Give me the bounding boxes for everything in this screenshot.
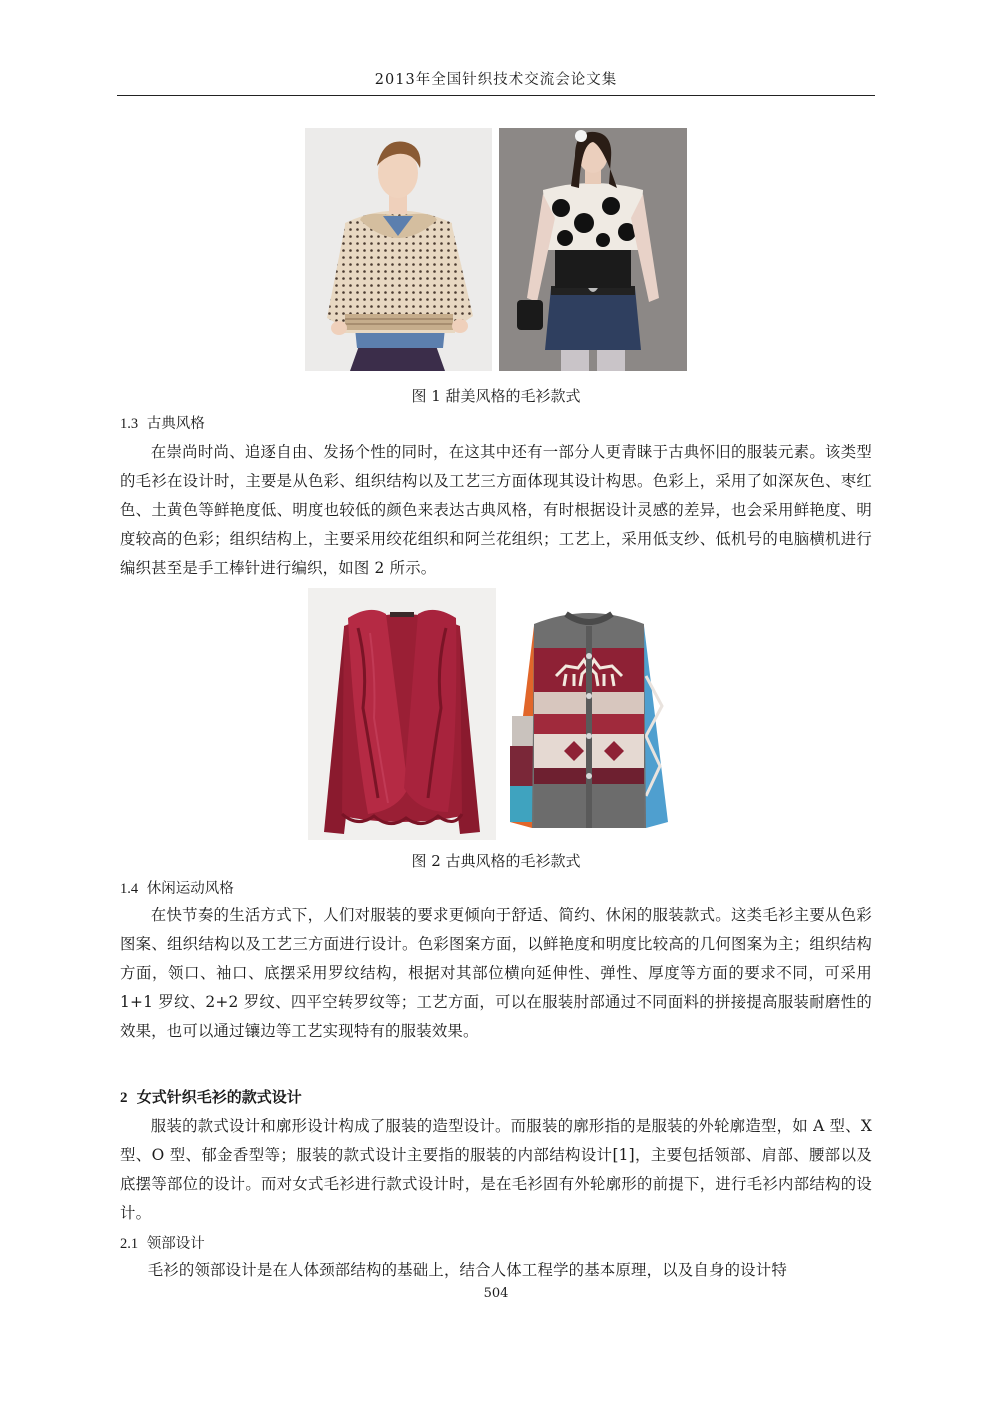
section-number: 1.3 <box>120 416 139 432</box>
page-number: 504 <box>483 1286 509 1301</box>
section-title: 领部设计 <box>146 1236 205 1252</box>
section-1-4-body: 在快节奏的生活方式下，人们对服装的要求更倾向于舒适、简约、休闲的服装款式。这类毛衫主要从色彩图案、组织结构以及工艺三方面进行设计。色彩图案方面，以鲜艳度和明度比较高的几何图案为主；组织结构方面，领口、袖口、底摆采用罗纹结构，根据对其部位横向延伸性、弹性、厚度等方面的要求不同，可采用 1+1 罗纹、2+2 罗纹、四平空转罗纹等；工艺方面，可以在服装肘部通过不同面料的拼接提高服装耐磨性的效果，也可以通过镶边等工艺实现特有的服装效果。 <box>120 906 872 1040</box>
section-2-1-body: 毛衫的领部设计是在人体颈部结构的基础上，结合人体工程学的基本原理，以及自身的设计特 <box>147 1261 787 1279</box>
figure-1-caption: 图 1 甜美风格的毛衫款式 <box>411 387 581 405</box>
header-rule <box>117 95 875 96</box>
section-title: 女式针织毛衫的款式设计 <box>136 1088 302 1106</box>
section-2-1-heading <box>120 1232 205 1253</box>
photo-woman-polka-dot-sweater <box>305 128 492 371</box>
photo-woman-black-white-cardigan <box>499 128 687 371</box>
section-2-heading <box>120 1086 302 1107</box>
photo-red-cable-knit-cardigan <box>308 588 496 840</box>
section-1-3-heading <box>120 412 205 433</box>
section-1-3-body: 在崇尚时尚、追逐自由、发扬个性的同时，在这其中还有一部分人更青睐于古典怀旧的服装元素。该类型的毛衫在设计时，主要是从色彩、组织结构以及工艺三方面体现其设计构思。色彩上，采用了如深灰色、枣红色、土黄色等鲜艳度低、明度也较低的颜色来表达古典风格，有时根据设计灵感的差异，也会采用鲜艳度、明度较高的色彩；组织结构上，主要采用绞花组织和阿兰花组织；工艺上，采用低支纱、低机号的电脑横机进行编织甚至是手工棒针进行编织，如图 2 所示。 <box>120 443 872 577</box>
section-number: 2.1 <box>120 1236 139 1252</box>
section-number: 1.4 <box>120 881 139 897</box>
section-number: 2 <box>120 1090 128 1106</box>
running-header: 2013年全国针织技术交流会论文集 <box>374 72 618 88</box>
section-2-body: 服装的款式设计和廓形设计构成了服装的造型设计。而服装的廓形指的是服装的外轮廓造型，如 A 型、X 型、O 型、郁金香型等；服装的款式设计主要指的服装的内部结构设计[1]，主要包括领部、肩部、腰部以及底摆等部位的设计。而对女式毛衫进行款式设计时，是在毛衫固有外轮廓形的前提下，进行毛衫内部结构的设计。 <box>120 1117 872 1222</box>
section-1-4-heading <box>120 877 234 898</box>
section-title: 古典风格 <box>146 416 205 432</box>
figure-2-caption: 图 2 古典风格的毛衫款式 <box>411 852 581 870</box>
photo-fair-isle-reindeer-cardigan <box>504 596 674 834</box>
section-title: 休闲运动风格 <box>146 881 234 897</box>
